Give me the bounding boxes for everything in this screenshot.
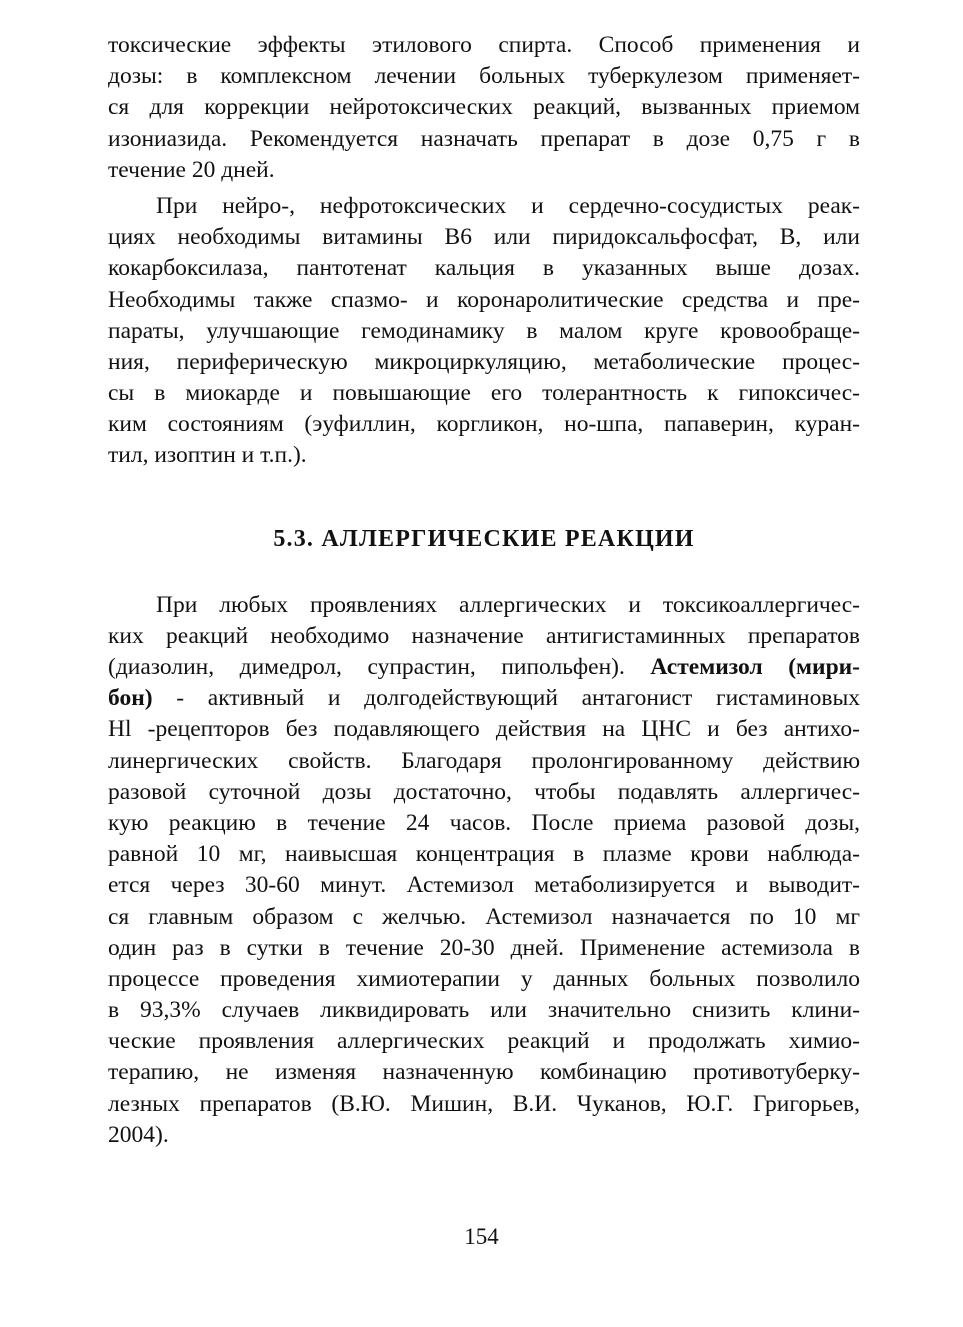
text-line: Необходимы также спазмо- и коронаролитические средства и пре-: [108, 286, 860, 313]
text-line: линергических свойств. Благодаря пролонгированному действию: [108, 747, 860, 774]
text-line: равной 10 мг, наивысшая концентрация в плазме крови наблюда-: [108, 841, 860, 868]
text-line: ких реакций необходимо назначение антигистаминных препаратов: [108, 622, 860, 649]
paragraph-2: [108, 191, 860, 472]
text-line: ся главным образом с желчью. Астемизол назначается по 10 мг: [108, 903, 860, 930]
drug-name-bold: Астемизол (мири-: [650, 654, 861, 680]
text-line: кую реакцию в течение 24 часов. После приема разовой дозы,: [108, 809, 860, 836]
text-line: терапию, не изменяя назначенную комбинацию противотуберку-: [108, 1059, 860, 1086]
text-line: кокарбоксилаза, пантотенат кальция в указанных выше дозах.: [108, 255, 860, 282]
text-line: тил, изоптин и т.п.).: [108, 442, 307, 469]
text-line: Hl -рецепторов без подавляющего действия на ЦНС и без антихо-: [108, 716, 860, 743]
text-line: ния, периферическую микроциркуляцию, метаболические процес-: [108, 348, 860, 375]
page-number: 154: [464, 1224, 499, 1249]
text-line: [108, 652, 860, 683]
text-line: дозы: в комплексном лечении больных туберкулезом применяет-: [108, 63, 860, 90]
text-line: токсические эффекты этилового спирта. Способ применения и: [108, 32, 860, 58]
text-line: ким состояниям (эуфиллин, коргликон, но-шпа, папаверин, куран-: [108, 411, 860, 438]
paragraph-3: [108, 590, 860, 1151]
section-heading: 5.3. АЛЛЕРГИЧЕСКИЕ РЕАКЦИИ: [273, 525, 695, 552]
page-body: [108, 30, 860, 1151]
text-line: При любых проявлениях аллергических и токсикоаллергичес-: [156, 591, 860, 618]
text-line: в 93,3% случаев ликвидировать или значительно снизить клини-: [108, 997, 860, 1024]
text-line: разовой суточной дозы достаточно, чтобы подавлять аллергичес-: [108, 778, 860, 805]
text-line: [108, 683, 860, 714]
text-line: сы в миокарде и повышающие его толерантность к гипоксичес-: [108, 380, 860, 407]
text-line: циях необходимы витамины В6 или пиридоксальфосфат, В, или: [108, 224, 860, 251]
paragraph-1: [108, 30, 860, 186]
drug-name-bold: бон): [108, 685, 153, 712]
text-line: ется через 30-60 минут. Астемизол метаболизируется и выводит-: [108, 872, 860, 899]
text-line: процессе проведения химиотерапии у данных больных позволило: [108, 965, 860, 992]
text-line: один раз в сутки в течение 20-30 дней. Применение астемизола в: [108, 934, 860, 961]
text-segment: - активный и долгодействующий антагонист гистаминовых: [152, 685, 860, 712]
text-line: 2004).: [108, 1121, 169, 1148]
text-line: параты, улучшающие гемодинамику в малом круге кровообраще-: [108, 317, 860, 344]
text-line: течение 20 дней.: [108, 156, 275, 183]
text-line: При нейро-, нефротоксических и сердечно-сосудистых реак-: [156, 192, 860, 219]
text-line: изониазида. Рекомендуется назначать препарат в дозе 0,75 г в: [108, 125, 860, 152]
text-segment: (диазолин, димедрол, супрастин, пипольфен).: [108, 654, 651, 680]
text-line: лезных препаратов (В.Ю. Мишин, В.И. Чуканов, Ю.Г. Григорьев,: [108, 1090, 860, 1117]
text-line: ческие проявления аллергических реакций и продолжать химио-: [108, 1028, 860, 1055]
text-line: ся для коррекции нейротоксических реакций, вызванных приемом: [108, 94, 860, 121]
